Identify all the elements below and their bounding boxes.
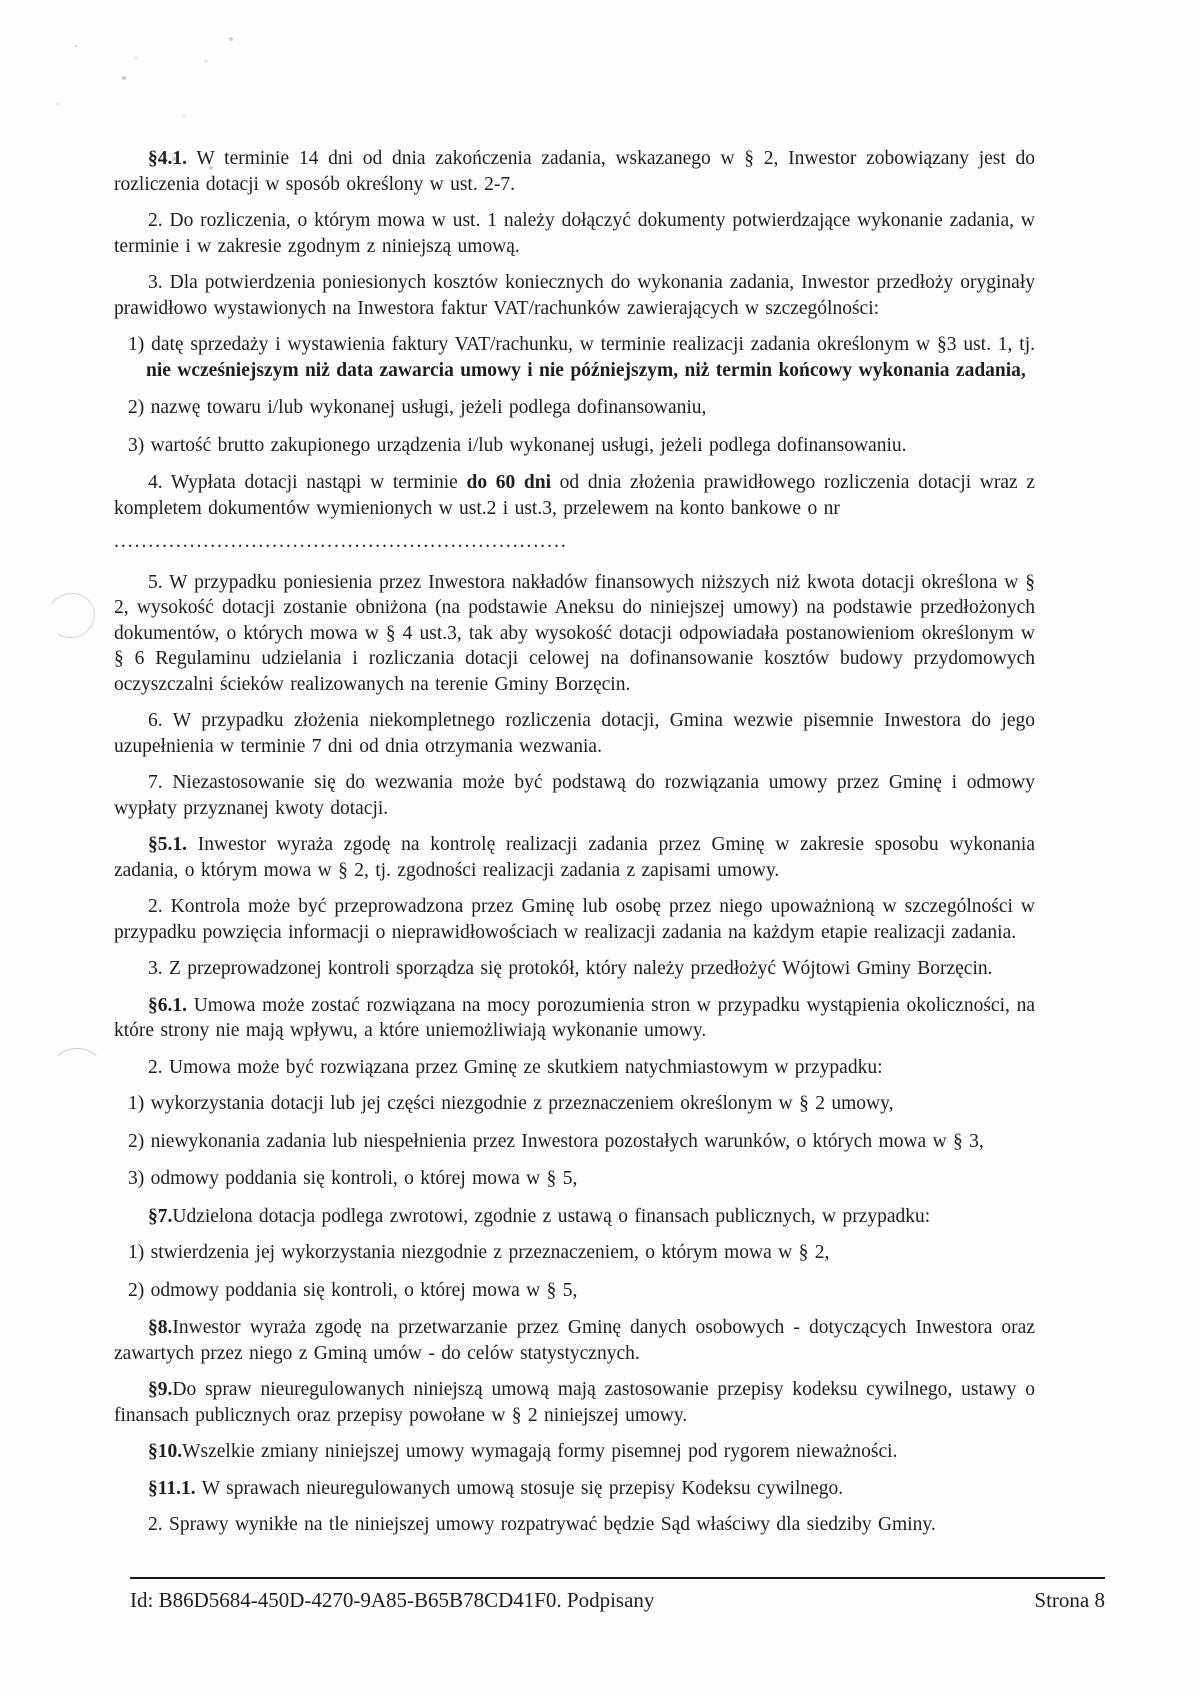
- paragraph: [114, 1055, 1035, 1081]
- paragraph: [114, 1476, 1035, 1502]
- paragraph: [114, 1091, 1035, 1117]
- bold-text: §7.: [148, 1205, 173, 1227]
- paragraph: [114, 395, 1035, 421]
- text: W sprawach nieuregulowanych umową stosuje się przepisy Kodeksu cywilnego.: [195, 1477, 844, 1499]
- scan-arc-artifact: [50, 1048, 104, 1096]
- paragraph: [114, 332, 1035, 383]
- paragraph: [114, 956, 1035, 982]
- footer: [130, 1586, 1105, 1614]
- bold-text: §5.1.: [148, 834, 187, 855]
- document-body: [114, 146, 1035, 1549]
- text: 3. Z przeprowadzonej kontroli sporządza się protokół, który należy przedłożyć Wójtowi Gminy Borzęcin.: [148, 958, 993, 979]
- text: 2. Umowa może być rozwiązana przez Gminę ze skutkiem natychmiastowym w przypadku:: [148, 1056, 883, 1078]
- text: 3) wartość brutto zakupionego urządzenia i/lub wykonanej usługi, jeżeli podlega dofinansowaniu.: [128, 434, 907, 456]
- text: 3) odmowy poddania się kontroli, o której mowa w § 5,: [128, 1168, 578, 1189]
- paragraph: [114, 208, 1035, 259]
- text: 2. Do rozliczenia, o którym mowa w ust. 1 należy dołączyć dokumenty potwierdzające wykonanie zadania, w terminie i w zakresie zgodnym z niniejszą umową.: [114, 210, 1035, 257]
- paragraph: [114, 1512, 1035, 1538]
- scan-circle-artifact: [43, 589, 99, 643]
- paragraph: [114, 832, 1035, 883]
- bold-text: nie wcześniejszym niż data zawarcia umowy i nie późniejszym, niż termin końcowy wykonania zadania,: [146, 359, 1026, 381]
- text: ..................................................................: [114, 531, 568, 552]
- text: Inwestor wyraża zgodę na kontrolę realizacji zadania przez Gminę w zakresie sposobu wykonania zadania, o którym mowa w § 2, tj. zgodności realizacji zadania z zapisami umowy.: [114, 834, 1035, 881]
- paragraph: [114, 770, 1035, 821]
- bold-text: §4.1.: [148, 148, 187, 169]
- bold-text: §9.: [148, 1379, 173, 1400]
- text: 1) wykorzystania dotacji lub jej części niezgodnie z przeznaczeniem określonym w § 2 umowy,: [128, 1093, 894, 1114]
- text: 4. Wypłata dotacji nastąpi w terminie: [148, 472, 467, 493]
- paragraph: [114, 1129, 1035, 1155]
- footer-document-id: Id: B86D5684-450D-4270-9A85-B65B78CD41F0. Podpisany: [130, 1588, 655, 1612]
- text: 2. Sprawy wynikłe na tle niniejszej umowy rozpatrywać będzie Sąd właściwy dla siedziby Gminy.: [148, 1514, 936, 1535]
- paragraph: [114, 1315, 1035, 1366]
- paragraph: [114, 529, 1035, 555]
- text: 2. Kontrola może być przeprowadzona przez Gminę lub osobę przez niego upoważnioną w szczególności w przypadku powzięcia informacji o nieprawidłowościach w realizacji zadania na każdym etapie realizacji zadania.: [114, 896, 1035, 943]
- text: 2) niewykonania zadania lub niespełnienia przez Inwestora pozostałych warunków, o których mowa w § 3,: [128, 1130, 984, 1152]
- paragraph: [114, 146, 1035, 197]
- scan-speck-artifact: [75, 45, 77, 47]
- text: od dnia złożenia prawidłowego rozliczenia dotacji wraz z kompletem dokumentów wymienionych w ust.2 i ust.3, przelewem na konto bankowe o nr: [114, 472, 1035, 519]
- text: 3. Dla potwierdzenia poniesionych kosztów koniecznych do wykonania zadania, Inwestor przedłoży oryginały prawidłowo wystawionych na Inwestora faktur VAT/rachunków zawierających w szczególności:: [114, 272, 1035, 319]
- text: Do spraw nieuregulowanych niniejszą umową mają zastosowanie przepisy kodeksu cywilnego, ustawy o finansach publicznych oraz przepisy powołane w § 2 niniejszej umowy.: [114, 1379, 1035, 1426]
- paragraph: [114, 270, 1035, 321]
- bold-text: §11.1.: [148, 1477, 196, 1499]
- bold-text: §10.: [148, 1441, 183, 1462]
- text: W terminie 14 dni od dnia zakończenia zadania, wskazanego w § 2, Inwestor zobowiązany jest do rozliczenia dotacji w sposób określony w ust. 2-7.: [114, 148, 1035, 195]
- text: Wszelkie zmiany niniejszej umowy wymagają formy pisemnej pod rygorem nieważności.: [182, 1441, 898, 1462]
- paragraph: [114, 993, 1035, 1044]
- paragraph: [114, 1204, 1035, 1230]
- paragraph: [114, 570, 1035, 698]
- paragraph: [114, 470, 1035, 521]
- paragraph: [114, 1278, 1035, 1304]
- bold-text: do 60 dni: [466, 472, 551, 493]
- text: 5. W przypadku poniesienia przez Inwestora nakładów finansowych niższych niż kwota dotacji określona w § 2, wysokość dotacji zostanie obniżona (na podstawie Aneksu do niniejszej umowy) na podstawie przedłożonych dokumentów, o których mowa w § 4 ust.3, tak aby wysokość dotacji odpowiadała postanowieniom określonym w § 6 Regulaminu udzielania i rozliczania dotacji celowej na dofinansowanie kosztów budowy przydomowych oczyszczalni ścieków realizowanych na terenie Gminy Borzęcin.: [114, 571, 1035, 695]
- text: 2) nazwę towaru i/lub wykonanej usługi, jeżeli podlega dofinansowaniu,: [128, 397, 707, 418]
- paragraph: [114, 708, 1035, 759]
- bold-text: §6.1.: [148, 994, 187, 1016]
- paragraph: [114, 1439, 1035, 1465]
- paragraph: [114, 1166, 1035, 1192]
- footer-page-number: Strona 8: [1034, 1588, 1105, 1612]
- text: Umowa może zostać rozwiązana na mocy porozumienia stron w przypadku wystąpienia okoliczności, na które strony nie mają wpływu, a które uniemożliwiają wykonanie umowy.: [114, 994, 1035, 1041]
- text: 1) datę sprzedaży i wystawienia faktury VAT/rachunku, w terminie realizacji zadania określonym w §3 ust. 1, tj.: [128, 334, 1035, 355]
- text: Inwestor wyraża zgodę na przetwarzanie przez Gminę danych osobowych - dotyczących Inwestora oraz zawartych przez niego z Gminą umów - do celów statystycznych.: [114, 1317, 1035, 1364]
- text: Udzielona dotacja podlega zwrotowi, zgodnie z ustawą o finansach publicznych, w przypadku:: [172, 1205, 931, 1227]
- bold-text: §8.: [148, 1317, 173, 1338]
- text: 2) odmowy poddania się kontroli, o której mowa w § 5,: [128, 1279, 578, 1301]
- paragraph: [114, 894, 1035, 945]
- text: 6. W przypadku złożenia niekompletnego rozliczenia dotacji, Gmina wezwie pisemnie Inwestora do jego uzupełnienia w terminie 7 dni od dnia otrzymania wezwania.: [114, 710, 1035, 757]
- footer-divider: [130, 1577, 1105, 1579]
- paragraph: [114, 1377, 1035, 1428]
- paragraph: [114, 433, 1035, 459]
- text: 7. Niezastosowanie się do wezwania może być podstawą do rozwiązania umowy przez Gminę i odmowy wypłaty przyznanej kwoty dotacji.: [114, 772, 1035, 819]
- text: 1) stwierdzenia jej wykorzystania niezgodnie z przeznaczeniem, o którym mowa w § 2,: [128, 1242, 830, 1263]
- paragraph: [114, 1240, 1035, 1266]
